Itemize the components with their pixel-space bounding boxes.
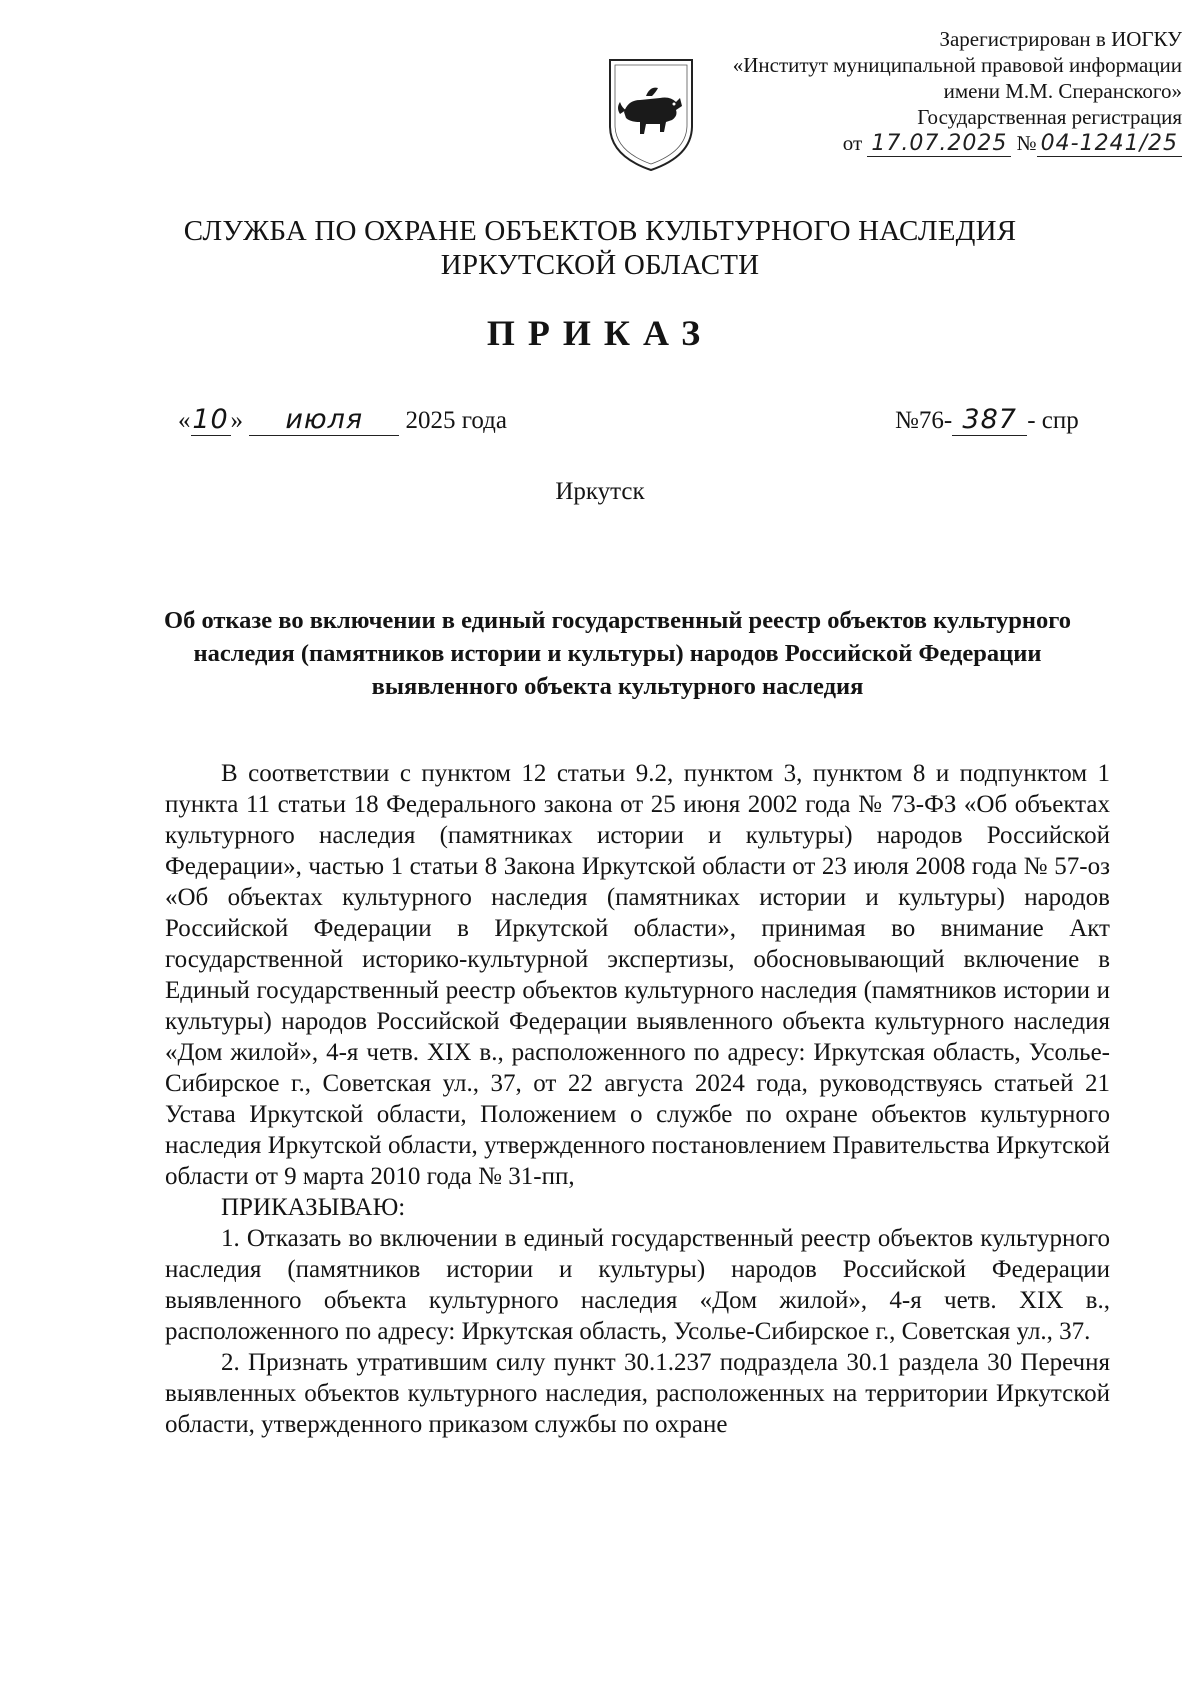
preamble-paragraph: В соответствии с пунктом 12 статьи 9.2, пунктом 3, пунктом 8 и подпунктом 1 пункта 11 статьи 18 Федерального закона от 25 июня 2002 года № 73-ФЗ «Об объектах культурного наследия (памятниках истории и культуры) народов Российской Федерации», частью 1 статьи 8 Закона Иркутской области от 23 июля 2008 года № 57-оз «Об объектах культурного наследия (памятниках истории и культуры) народов Российской Федерации в Иркутской области», принимая во внимание Акт государственной историко-культурной экспертизы, обосновывающий включение в Единый государственный реестр объектов культурного наследия (памятников истории и культуры) народов Российской Федерации выявленного объекта культурного наследия «Дом жилой», 4-я четв. XIX в., расположенного по адресу: Иркутская область, Усолье-Сибирское г., Советская ул., 37, от 22 августа 2024 года, руководствуясь статьей 21 Устава Иркутской области, Положением о службе по охране объектов культурного наследия Иркутской области, утвержденного постановлением Правительства Иркутской области от 9 марта 2010 года № 31-пп, bbox=[165, 760, 1110, 1190]
order-number-prefix: №76- bbox=[895, 407, 953, 434]
order-number-value: 387 bbox=[952, 404, 1027, 436]
registration-line-3: имени М.М. Сперанского» bbox=[943, 79, 1182, 103]
order-date-month: июля bbox=[249, 404, 399, 436]
order-body bbox=[165, 758, 1110, 1440]
order-date-year: 2025 года bbox=[405, 407, 507, 434]
agency-name-line-2: ИРКУТСКОЙ ОБЛАСТИ bbox=[440, 249, 760, 281]
order-date bbox=[178, 404, 507, 436]
order-subject: Об отказе во включении в единый государственный реестр объектов культурного наследия (памятников истории и культуры) народов Российской Федерации выявленного объекта культурного наследия bbox=[164, 607, 1071, 700]
date-open-quote: « bbox=[178, 407, 191, 434]
order-number bbox=[895, 404, 1079, 436]
registration-date-number-line bbox=[542, 130, 1182, 157]
registration-block bbox=[542, 26, 1182, 157]
registration-number: 04-1241/25 bbox=[1037, 131, 1182, 157]
registration-line-1: Зарегистрирован в ИОГКУ bbox=[939, 27, 1182, 51]
agency-name-line-1: СЛУЖБА ПО ОХРАНЕ ОБЪЕКТОВ КУЛЬТУРНОГО НАСЛЕДИЯ bbox=[183, 215, 1017, 247]
order-date-day: 10 bbox=[192, 404, 229, 435]
order-item-1: 1. Отказать во включении в единый государственный реестр объектов культурного наследия (памятников истории и культуры) народов Российской Федерации выявленного объекта культурного наследия «Дом жилой», 4-я четв. XIX в., расположенного по адресу: Иркутская область, Усолье-Сибирское г., Советская ул., 37. bbox=[165, 1225, 1110, 1345]
document-title: ПРИКАЗ bbox=[486, 313, 714, 353]
registration-from-label: от bbox=[842, 131, 863, 155]
registration-line-4: Государственная регистрация bbox=[917, 105, 1182, 129]
registration-date: 17.07.2025 bbox=[867, 131, 1011, 157]
registration-number-label: № bbox=[1016, 131, 1037, 155]
order-item-2: 2. Признать утратившим силу пункт 30.1.237 подраздела 30.1 раздела 30 Перечня выявленных объектов культурного наследия, расположенных на территории Иркутской области, утвержденного приказом службы по охране bbox=[165, 1349, 1110, 1438]
city: Иркутск bbox=[555, 478, 645, 505]
order-number-suffix: - спр bbox=[1027, 407, 1079, 434]
date-close-quote: » bbox=[230, 407, 243, 434]
registration-line-2: «Институт муниципальной правовой информации bbox=[732, 53, 1182, 77]
order-word: ПРИКАЗЫВАЮ: bbox=[221, 1194, 406, 1221]
